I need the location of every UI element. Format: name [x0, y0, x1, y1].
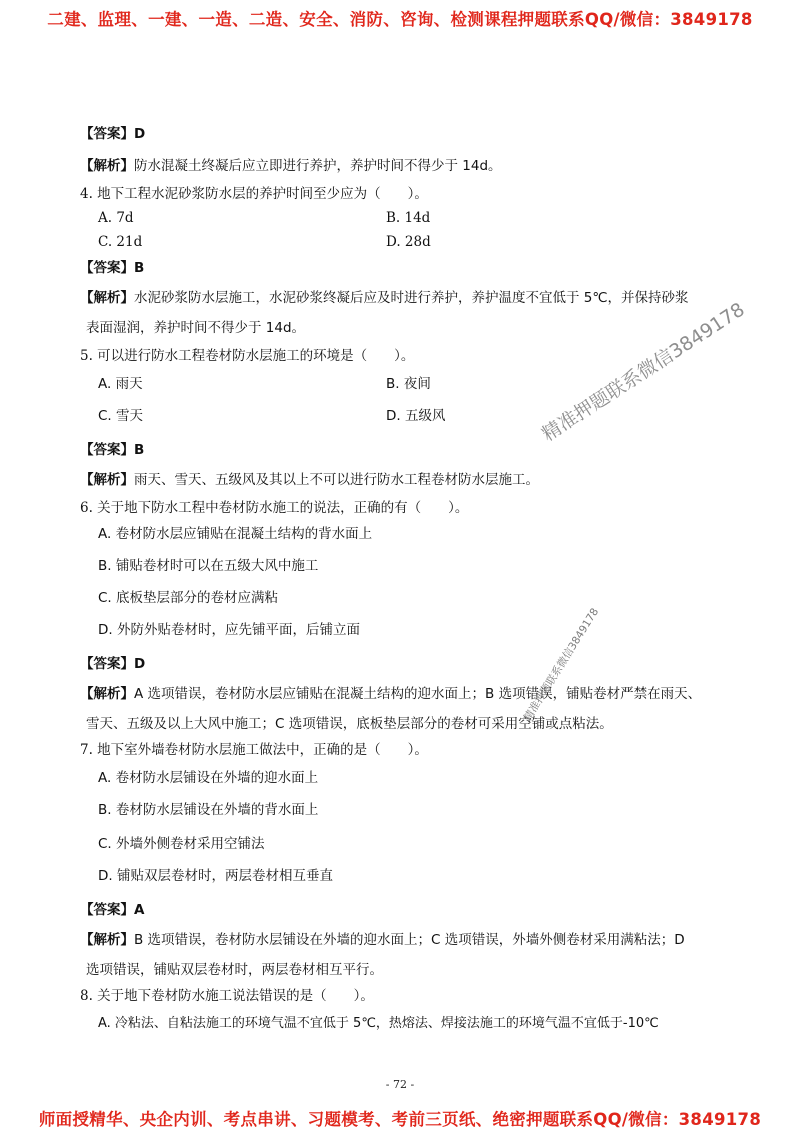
explanation-text: B 选项错误，卷材防水层铺设在外墙的迎水面上；C 选项错误，外墙外侧卷材采用满粘法；D [134, 932, 685, 948]
answer-line [80, 258, 144, 278]
answer-line [80, 900, 144, 920]
answer-label: 【答案】 [80, 902, 134, 918]
explanation-label: 【解析】 [80, 158, 134, 174]
explanation-label: 【解析】 [80, 290, 134, 306]
page-number: - 72 - [385, 1078, 415, 1091]
bottom-banner: 师面授精华、央企内训、考点串讲、习题模考、考前三页纸、绝密押题联系QQ/微信：3849178 [38, 1110, 762, 1129]
question-4: 4. 地下工程水泥砂浆防水层的养护时间至少应为（ ）。 [80, 186, 428, 202]
q6-option-b: B. 铺贴卷材时可以在五级大风中施工 [98, 558, 319, 574]
answer-line [80, 654, 145, 674]
explanation-line [80, 684, 701, 704]
question-8: 8. 关于地下卷材防水施工说法错误的是（ ）。 [80, 988, 374, 1004]
q7-option-a: A. 卷材防水层铺设在外墙的迎水面上 [98, 770, 319, 786]
q5-option-a: A. 雨天 [98, 376, 143, 392]
answer-label: 【答案】 [80, 442, 134, 458]
explanation-line [80, 288, 689, 308]
top-banner: 二建、监理、一建、一造、二造、安全、消防、咨询、检测课程押题联系QQ/微信：3849178 [47, 10, 753, 29]
answer-line [80, 124, 145, 144]
explanation-text: A 选项错误，卷材防水层应铺贴在混凝土结构的迎水面上；B 选项错误，铺贴卷材严禁在雨天、 [134, 686, 702, 702]
explanation-line [80, 156, 502, 176]
watermark-main: 精准押题联系微信3849178 [538, 298, 749, 446]
explanation-line [80, 470, 539, 490]
explanation-line [80, 930, 685, 950]
answer-line [80, 440, 144, 460]
answer-value: D [134, 126, 146, 142]
explanation-line-cont: 雪天、五级及以上大风中施工；C 选项错误，底板垫层部分的卷材可采用空铺或点粘法。 [86, 716, 613, 732]
answer-value: D [134, 656, 146, 672]
answer-label: 【答案】 [80, 260, 134, 276]
answer-value: B [134, 442, 145, 458]
explanation-text: 防水混凝土终凝后应立即进行养护，养护时间不得少于 14d。 [134, 158, 502, 174]
question-6: 6. 关于地下防水工程中卷材防水施工的说法，正确的有（ ）。 [80, 500, 469, 516]
watermark-small: 精准押题联系微信3849178 [521, 606, 602, 724]
q4-option-a: A. 7d [98, 210, 134, 226]
q5-option-b: B. 夜间 [386, 376, 431, 392]
q8-option-a: A. 冷粘法、自粘法施工的环境气温不宜低于 5℃，热熔法、焊接法施工的环境气温不宜低于-10℃ [98, 1016, 659, 1031]
explanation-text: 雨天、雪天、五级风及其以上不可以进行防水工程卷材防水层施工。 [134, 472, 539, 488]
answer-value: A [134, 902, 145, 918]
q7-option-b: B. 卷材防水层铺设在外墙的背水面上 [98, 802, 319, 818]
q4-option-b: B. 14d [386, 210, 431, 226]
q5-option-c: C. 雪天 [98, 408, 144, 424]
explanation-label: 【解析】 [80, 932, 134, 948]
q7-option-d: D. 铺贴双层卷材时，两层卷材相互垂直 [98, 868, 333, 884]
answer-label: 【答案】 [80, 656, 134, 672]
explanation-label: 【解析】 [80, 472, 134, 488]
answer-label: 【答案】 [80, 126, 134, 142]
q4-option-d: D. 28d [386, 234, 431, 250]
q6-option-d: D. 外防外贴卷材时，应先铺平面，后铺立面 [98, 622, 360, 638]
q4-option-c: C. 21d [98, 234, 143, 250]
q6-option-c: C. 底板垫层部分的卷材应满粘 [98, 590, 279, 606]
explanation-line-cont: 表面湿润，养护时间不得少于 14d。 [86, 320, 306, 336]
answer-value: B [134, 260, 145, 276]
explanation-label: 【解析】 [80, 686, 134, 702]
q6-option-a: A. 卷材防水层应铺贴在混凝土结构的背水面上 [98, 526, 373, 542]
question-7: 7. 地下室外墙卷材防水层施工做法中，正确的是（ ）。 [80, 742, 428, 758]
explanation-line-cont: 选项错误，铺贴双层卷材时，两层卷材相互平行。 [86, 962, 383, 978]
q7-option-c: C. 外墙外侧卷材采用空铺法 [98, 836, 265, 852]
explanation-text: 水泥砂浆防水层施工，水泥砂浆终凝后应及时进行养护，养护温度不宜低于 5℃，并保持砂浆 [134, 290, 689, 306]
question-5: 5. 可以进行防水工程卷材防水层施工的环境是（ ）。 [80, 348, 415, 364]
q5-option-d: D. 五级风 [386, 408, 446, 424]
